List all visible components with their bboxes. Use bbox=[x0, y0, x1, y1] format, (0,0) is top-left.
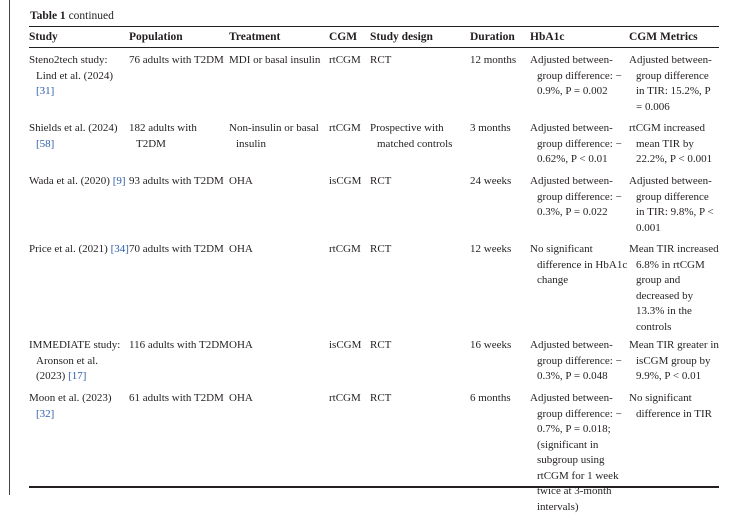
cell-design: RCT bbox=[370, 54, 392, 66]
header-population: Population bbox=[129, 31, 183, 43]
cell-cgm: rtCGM bbox=[329, 243, 361, 255]
table-caption-text: continued bbox=[68, 10, 114, 22]
cell-study bbox=[29, 239, 129, 335]
cell-study bbox=[29, 50, 129, 118]
cell-study bbox=[29, 118, 129, 171]
header-duration: Duration bbox=[470, 31, 515, 43]
cell-hba1c: No significant difference in HbA1c change bbox=[530, 243, 628, 286]
reference-link[interactable]: [32] bbox=[36, 407, 55, 420]
cell-cgm-metrics: Mean TIR greater in isCGM group by 9.9%, P < 0.01 bbox=[629, 339, 719, 382]
table-caption bbox=[30, 10, 114, 22]
cell-cgm-metrics: Mean TIR increased 6.8% in rtCGM group and decreased by 13.3% in the controls bbox=[629, 243, 719, 333]
cell-hba1c: Adjusted between-group difference: − 0.3%, P = 0.022 bbox=[530, 175, 622, 218]
cell-population: 182 adults with T2DM bbox=[129, 122, 197, 150]
cell-treatment: Non-insulin or basal insulin bbox=[229, 122, 319, 150]
cell-design: RCT bbox=[370, 392, 392, 404]
cell-treatment: OHA bbox=[229, 243, 253, 255]
study-name: Wada et al. (2020) bbox=[29, 175, 110, 187]
cell-hba1c: Adjusted between-group difference: − 0.7%, P = 0.018; (significant in subgroup using rtCGM for 1 week twice at 3-month intervals) bbox=[530, 392, 622, 513]
cell-population: 116 adults with T2DM bbox=[129, 339, 229, 351]
table-row bbox=[29, 335, 719, 388]
cell-design: RCT bbox=[370, 243, 392, 255]
cell-cgm: isCGM bbox=[329, 175, 362, 187]
cell-treatment: OHA bbox=[229, 339, 253, 351]
reference-link[interactable]: [31] bbox=[36, 85, 55, 97]
cell-treatment: OHA bbox=[229, 392, 253, 404]
page-margin-rule bbox=[9, 0, 10, 495]
cell-duration: 6 months bbox=[470, 392, 511, 404]
cell-hba1c: Adjusted between-group difference: − 0.9%, P = 0.002 bbox=[530, 54, 622, 97]
cell-population: 93 adults with T2DM bbox=[129, 175, 224, 187]
cell-cgm: isCGM bbox=[329, 339, 362, 351]
study-name: Steno2tech study: Lind et al. (2024) bbox=[29, 54, 113, 82]
reference-link[interactable]: [9] bbox=[112, 175, 126, 187]
cell-study bbox=[29, 388, 129, 515]
study-table bbox=[29, 27, 719, 515]
cell-population: 76 adults with T2DM bbox=[129, 54, 224, 66]
table-row bbox=[29, 239, 719, 335]
cell-treatment: OHA bbox=[229, 175, 253, 187]
table-row bbox=[29, 171, 719, 239]
cell-cgm-metrics: Adjusted between-group difference in TIR: 15.2%, P = 0.006 bbox=[629, 54, 712, 113]
cell-duration: 12 weeks bbox=[470, 243, 512, 255]
cell-study bbox=[29, 171, 129, 239]
cell-cgm-metrics: No significant difference in TIR bbox=[629, 392, 712, 420]
study-name: Shields et al. (2024) bbox=[29, 122, 118, 134]
cell-population: 61 adults with T2DM bbox=[129, 392, 224, 404]
cell-design: RCT bbox=[370, 339, 392, 351]
cell-cgm: rtCGM bbox=[329, 392, 361, 404]
cell-duration: 16 weeks bbox=[470, 339, 512, 351]
study-name: IMMEDIATE study: Aronson et al. (2023) bbox=[29, 339, 121, 382]
header-hba1c: HbA1c bbox=[530, 31, 565, 43]
cell-study bbox=[29, 335, 129, 388]
cell-cgm: rtCGM bbox=[329, 54, 361, 66]
table-caption-label: Table 1 bbox=[30, 10, 66, 22]
table-header-row bbox=[29, 27, 719, 50]
cell-cgm-metrics: rtCGM increased mean TIR by 22.2%, P < 0.001 bbox=[629, 122, 713, 165]
cell-design: RCT bbox=[370, 175, 392, 187]
study-name: Price et al. (2021) bbox=[29, 243, 108, 255]
table-row bbox=[29, 118, 719, 171]
cell-design: Prospective with matched controls bbox=[370, 122, 453, 150]
header-cgm: CGM bbox=[329, 31, 358, 43]
reference-link[interactable]: [17] bbox=[68, 370, 87, 382]
header-study-design: Study design bbox=[370, 31, 433, 43]
reference-link[interactable]: [34] bbox=[110, 243, 129, 255]
cell-cgm-metrics: Adjusted between-group difference in TIR: 9.8%, P < 0.001 bbox=[629, 175, 714, 234]
cell-hba1c: Adjusted between-group difference: − 0.3%, P = 0.048 bbox=[530, 339, 622, 382]
cell-duration: 3 months bbox=[470, 122, 511, 134]
table-row bbox=[29, 50, 719, 118]
table-row bbox=[29, 388, 719, 515]
cell-population: 70 adults with T2DM bbox=[129, 243, 224, 255]
header-study: Study bbox=[29, 31, 58, 43]
header-treatment: Treatment bbox=[229, 31, 281, 43]
reference-link[interactable]: [58] bbox=[36, 137, 55, 150]
study-name: Moon et al. (2023) bbox=[29, 392, 112, 404]
cell-duration: 24 weeks bbox=[470, 175, 512, 187]
header-cgm-metrics: CGM Metrics bbox=[629, 31, 698, 43]
cell-treatment: MDI or basal insulin bbox=[229, 54, 321, 66]
cell-hba1c: Adjusted between-group difference: − 0.62%, P < 0.01 bbox=[530, 122, 622, 165]
cell-duration: 12 months bbox=[470, 54, 517, 66]
cell-cgm: rtCGM bbox=[329, 122, 361, 134]
